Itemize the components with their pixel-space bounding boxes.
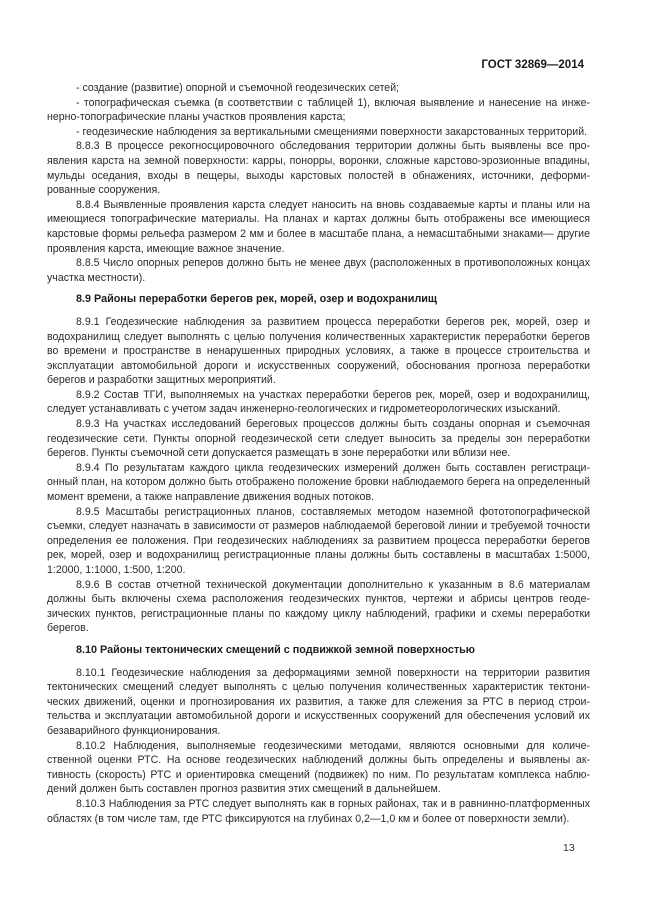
list-item-geodetic-networks: - создание (развитие) опорной и съемочной геодезических сетей; [76, 82, 400, 94]
list-item-topographic-survey: - топографическая съемка (в соответствии с таблицей 1), включая выявление и нанесение на инженерно-топографические планы участков проявления карста; [47, 96, 590, 124]
clause-8-8-4: 8.8.4 Выявленные проявления карста следует наносить на вновь создаваемые карты и планы или на имеющиеся топографические материалы. На планах и картах должны быть отображены все имеющиеся карстовые формы рельефа размером 2 мм и более в масштабе плана, а немасштабными знаками— другие проявления карста, имеющие важное значение. [47, 198, 590, 255]
page-number: 13 [563, 842, 575, 854]
clause-8-9-3: 8.9.3 На участках исследований береговых процессов должны быть созданы опорная и съемочная геодезические сети. Пункты опорной геодезической сети следует выносить за пределы зон переработки берегов. Пункты съемочной сети допускается размещать в зоне переработки или вблизи нее. [47, 418, 590, 460]
clause-8-10-1: 8.10.1 Геодезические наблюдения за деформациями земной поверхности на территории развития тектонических смещений следует выполнять с целью получения количественных характеристик тектонических движений, оценки и прогнозирования их развития, а также для слежения за РТС в период строительства и эксплуатации автомобильной дороги и искусственных сооружений для обеспечения условий их безаварийного функционирования. [47, 666, 590, 737]
document-body [47, 81, 590, 826]
list-item-vertical-observations: - геодезические наблюдения за вертикальными смещениями поверхности закарстованных территорий. [76, 125, 588, 138]
section-heading-8-9: 8.9 Районы переработки берегов рек, морей, озер и водохранилищ [76, 293, 438, 306]
document-code-header: ГОСТ 32869—2014 [481, 59, 584, 71]
section-heading-8-10: 8.10 Районы тектонических смещений с подвижкой земной поверхностью [76, 643, 476, 656]
clause-8-10-2: 8.10.2 Наблюдения, выполняемые геодезическими методами, являются основными для количественной оценки РТС. На основе геодезических наблюдений должны быть определены и выявлены активность (скорость) РТС и ориентировка смещений (подвижек) по ним. По результатам комплекса наблюдений должен быть составлен прогноз развития этих смещений в дальнейшем. [47, 739, 590, 796]
clause-8-8-5: 8.8.5 Число опорных реперов должно быть не менее двух (расположенных в противоположных концах участка местности). [47, 257, 590, 284]
clause-8-9-6: 8.9.6 В состав отчетной технической документации дополнительно к указанным в 8.6 материалам должны быть включены схема расположения геодезических пунктов, чертежи и абрисы центров геодезических пунктов, регистрационные планы по каждому циклу наблюдений, графики и схемы переработки берегов. [47, 578, 590, 635]
clause-8-10-3: 8.10.3 Наблюдения за РТС следует выполнять как в горных районах, так и в равнинно-платформенных областях (в том числе там, где РТС фиксируются на глубинах 0,2—1,0 км и более от поверхности земли). [47, 797, 590, 825]
clause-8-9-1: 8.9.1 Геодезические наблюдения за развитием процесса переработки берегов рек, морей, озер и водохранилищ следует выполнять с целью получения количественных характеристик переработки берегов во времени и пространстве в ненарушенных природных условиях, а также в процессе строительства и эксплуатации автомобильной дороги и искусственных сооружений, обоснования прогноза переработки берегов и разработки защитных мероприятий. [47, 315, 590, 387]
clause-8-8-3: 8.8.3 В процессе рекогносцировочного обследования территории должны быть выявлены все проявления карста на земной поверхности: карры, понорры, воронки, сложные карстово-эрозионные впадины, мульды оседания, входы в пещеры, выходы карстовых полостей в обнажениях, источники, деформированные сооружения. [47, 140, 590, 197]
clause-8-9-2: 8.9.2 Состав ТГИ, выполняемых на участках переработки берегов рек, морей, озер и водохранилищ, следует устанавливать с учетом задач инженерно-геологических и гидрометеорологических изысканий. [47, 388, 590, 416]
clause-8-9-4: 8.9.4 По результатам каждого цикла геодезических измерений должен быть составлен регистрационный план, на котором должно быть отображено положение бровки наблюдаемого берега на определенный момент времени, а также направление движения водных потоков. [47, 461, 590, 504]
clause-8-9-5: 8.9.5 Масштабы регистрационных планов, составляемых методом наземной фототопографической съемки, следует назначать в зависимости от размеров наблюдаемой береговой линии и требуемой точности определения ее положения. При геодезических наблюдениях за развитием процесса переработки берегов рек, морей, озер и водохранилищ регистрационные планы должны быть составлены в масштабах 1:5000, 1:2000, 1:1000, 1:500, 1:200. [47, 505, 590, 576]
